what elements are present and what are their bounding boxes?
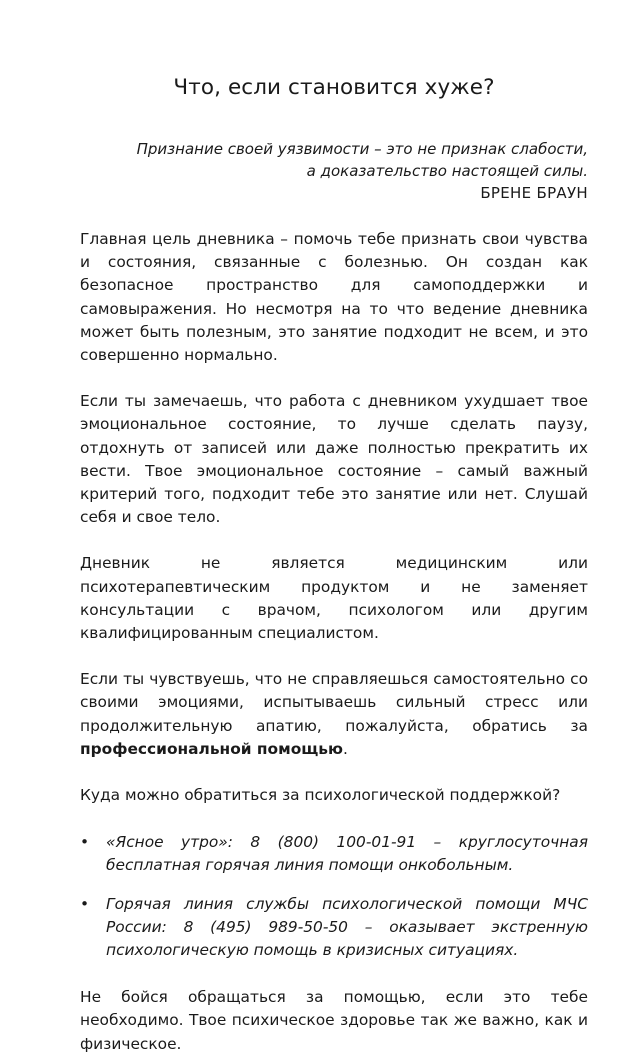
seek-help-text: Если ты чувствуешь, что не справляешься самостоятельно со своими эмоциями, испытываешь сильный стресс или продолжительную апатию, пожалуйста, обратись за: [80, 670, 588, 735]
seek-help-end: .: [342, 739, 348, 758]
professional-help-emphasis: профессиональной помощью: [80, 739, 343, 758]
list-item: [80, 831, 588, 877]
epigraph-author: БРЕНЕ БРАУН: [480, 184, 588, 202]
list-item: [80, 893, 588, 963]
epigraph: [80, 138, 588, 204]
page-title: Что, если становится хуже?: [173, 75, 495, 100]
hotline-list: [80, 831, 588, 962]
paragraph-closing: Не бойся обращаться за помощью, если это тебе необходимо. Твое психическое здоровье так же важно, как и физическое.: [80, 988, 588, 1053]
paragraph-not-medical: Дневник не является медицинским или психотерапевтическим продуктом и не заменяет консультации с врачом, психологом или другим квалифицированным специалистом.: [80, 554, 588, 643]
bullet-marker: •: [80, 894, 90, 913]
hotline-mchs: Горячая линия службы психологической помощи МЧС России: 8 (495) 989-50-50 – оказывает экстренную психологическую помощь в кризисных ситуациях.: [106, 894, 588, 960]
epigraph-quote-line-1: Признание своей уязвимости – это не признак слабости,: [136, 140, 588, 158]
paragraph-where-to-go: Куда можно обратиться за психологической поддержкой?: [80, 786, 561, 805]
paragraph-seek-help: [80, 668, 588, 761]
hotline-yasnoe-utro: «Ясное утро»: 8 (800) 100-01-91 – круглосуточная бесплатная горячая линия помощи онкобольным.: [106, 833, 588, 875]
paragraph-diary-purpose: Главная цель дневника – помочь тебе признать свои чувства и состояния, связанные с болезнью. Он создан как безопасное пространство для самоподдержки и самовыражения. Но несмотря на то что ведение дневника может быть полезным, это занятие подходит не всем, и это совершенно нормально.: [80, 230, 588, 365]
bullet-marker: •: [80, 833, 90, 852]
paragraph-take-pause: Если ты замечаешь, что работа с дневником ухудшает твое эмоциональное состояние, то лучше сделать паузу, отдохнуть от записей или даже полностью прекратить их вести. Твое эмоциональное состояние – самый важный критерий того, подходит тебе это занятие или нет. Слушай себя и свое тело.: [80, 392, 588, 527]
epigraph-quote-line-2: а доказательство настоящей силы.: [306, 162, 588, 180]
